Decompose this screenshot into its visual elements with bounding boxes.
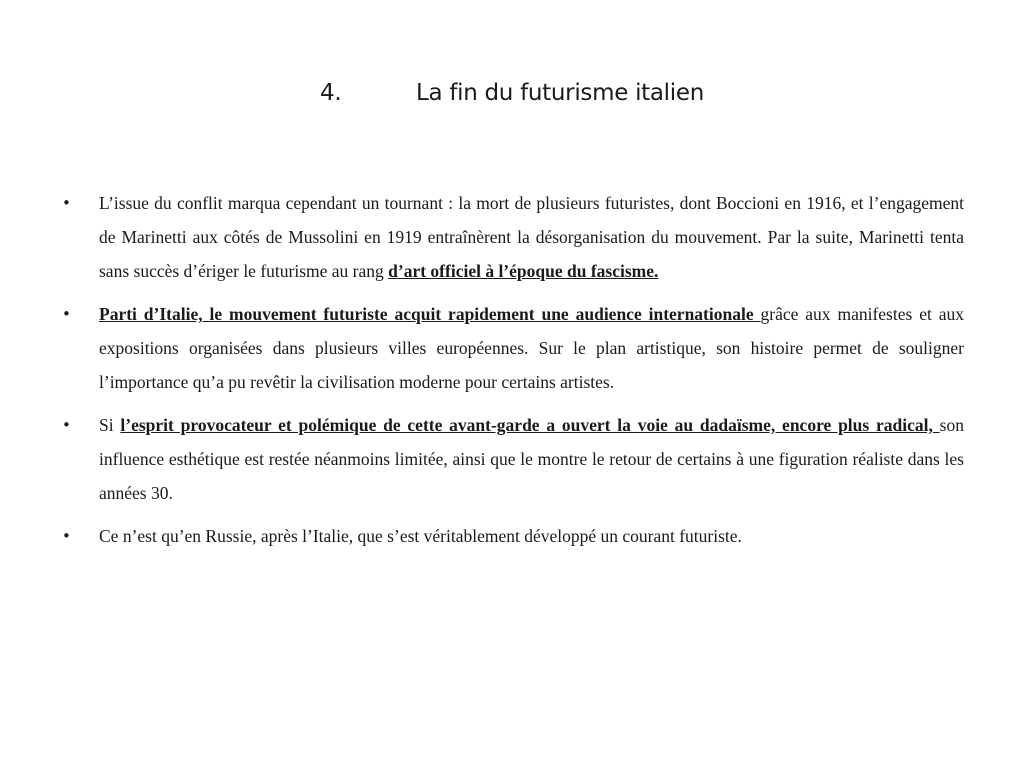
bullet-3-text: son influence esthétique est restée néanmoins limitée, ainsi que le montre le retour de certains à une figuration réaliste dans les années 30. xyxy=(99,415,964,503)
bullet-1-text: L’issue du conflit marqua cependant un tournant : la mort de plusieurs futuristes, dont Boccioni en 1916, et l’engagement de Marinetti aux côtés de Mussolini en 1919 entraînèrent la désorganisation du mouvement. Par la suite, Marinetti tenta sans succès d’ériger le futurisme au rang xyxy=(99,193,964,281)
bullet-item-4 xyxy=(56,519,964,553)
bullet-item-1 xyxy=(56,186,964,288)
bullet-4-text: Ce n’est qu’en Russie, après l’Italie, que s’est véritablement développé un courant futuriste. xyxy=(99,526,742,546)
bullet-2-text: grâce aux manifestes et aux expositions organisées dans plusieurs villes européennes. Sur le plan artistique, son histoire permet de souligner l’importance qu’a pu revêtir la civilisation moderne pour certains artistes. xyxy=(99,304,964,392)
bullet-3-prefix: Si xyxy=(99,415,121,435)
bullet-dot-icon: • xyxy=(62,527,71,545)
bullet-list xyxy=(56,186,964,562)
slide-title xyxy=(0,80,1024,106)
bullet-item-3 xyxy=(56,408,964,510)
title-text: La fin du futurisme italien xyxy=(416,80,704,106)
bullet-dot-icon: • xyxy=(62,194,71,212)
bullet-item-2 xyxy=(56,297,964,399)
bullet-dot-icon: • xyxy=(62,305,71,323)
bullet-2-emphasis: Parti d’Italie, le mouvement futuriste acquit rapidement une audience internationale xyxy=(99,304,761,324)
bullet-1-emphasis: d’art officiel à l’époque du fascisme. xyxy=(388,261,659,281)
bullet-3-emphasis: l’esprit provocateur et polémique de cette avant-garde a ouvert la voie au dadaïsme, encore plus radical, xyxy=(120,415,940,435)
title-number: 4. xyxy=(320,80,342,106)
bullet-dot-icon: • xyxy=(62,416,71,434)
